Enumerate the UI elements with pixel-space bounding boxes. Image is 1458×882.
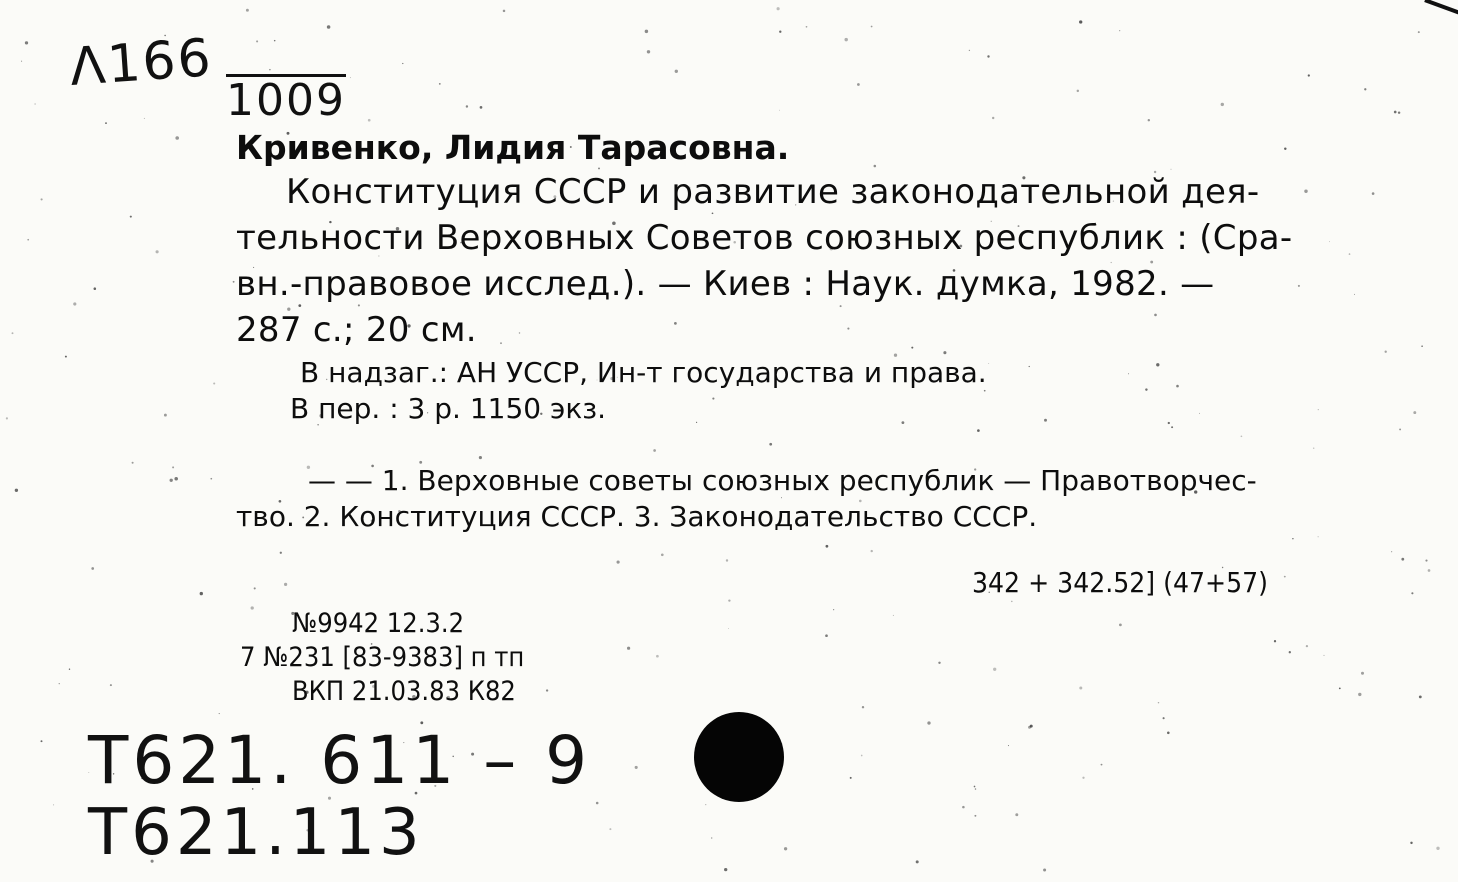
paper-speck (130, 216, 132, 218)
paper-speck (696, 422, 697, 423)
paper-speck (1101, 764, 1103, 766)
paper-speck (94, 287, 97, 290)
paper-speck (1030, 725, 1033, 728)
paper-speck (1354, 294, 1355, 295)
paper-speck (519, 332, 520, 333)
paper-speck (711, 837, 712, 838)
paper-speck (280, 552, 282, 554)
paper-speck (993, 668, 996, 671)
paper-speck (1421, 345, 1423, 347)
title-line-3: вн.-правовое исслед.). — Киев : Наук. думка, 1982. — (236, 264, 1215, 304)
paper-speck (1119, 30, 1120, 31)
paper-speck (1163, 717, 1165, 719)
paper-speck (847, 328, 849, 330)
paper-speck (927, 721, 930, 724)
paper-speck (825, 634, 828, 637)
paper-speck (724, 868, 727, 871)
paper-speck (466, 105, 468, 107)
paper-speck (284, 583, 287, 586)
paper-speck (69, 669, 70, 670)
paper-speck (1171, 426, 1173, 428)
paper-speck (500, 342, 502, 344)
paper-speck (503, 10, 506, 13)
paper-speck (172, 466, 174, 468)
paper-speck (110, 684, 112, 686)
paper-speck (1154, 314, 1157, 317)
paper-speck (1329, 241, 1330, 242)
paper-speck (1349, 253, 1351, 255)
paper-speck (175, 136, 179, 140)
paper-speck (806, 26, 808, 28)
paper-speck (368, 119, 371, 122)
paper-speck (546, 689, 548, 691)
paper-speck (712, 398, 714, 400)
paper-speck (358, 304, 360, 306)
paper-speck (617, 561, 620, 564)
paper-speck (174, 477, 178, 481)
paper-speck (916, 860, 919, 863)
meta-line-2: 7 №231 [83-9383] п тп (240, 642, 525, 673)
paper-speck (675, 70, 678, 73)
paper-speck (274, 40, 276, 42)
paper-speck (1313, 447, 1314, 448)
header-note: В надзаг.: АН УССР, Ин-т государства и права. (300, 356, 987, 389)
paper-speck (1292, 538, 1293, 539)
paper-speck (65, 356, 67, 358)
paper-speck (609, 828, 611, 830)
paper-speck (1145, 388, 1147, 390)
paper-speck (871, 26, 873, 28)
paper-speck (844, 38, 847, 41)
paper-speck (219, 713, 220, 714)
paper-speck (402, 63, 403, 64)
paper-speck (779, 31, 781, 33)
paper-speck (1284, 147, 1286, 149)
paper-speck (1364, 88, 1366, 90)
paper-speck (871, 550, 873, 552)
paper-speck (1111, 262, 1112, 263)
paper-speck (21, 61, 22, 62)
paper-speck (598, 167, 600, 169)
title-line-4: 287 с.; 20 см. (236, 310, 477, 350)
paper-speck (156, 250, 159, 253)
handwritten-call-number-2: Т621.113 (88, 796, 424, 870)
paper-speck (269, 69, 271, 71)
paper-speck (105, 122, 107, 124)
paper-speck (12, 332, 14, 334)
paper-speck (712, 212, 714, 214)
paper-speck (479, 456, 482, 459)
paper-speck (1398, 111, 1400, 113)
punched-hole (694, 712, 784, 802)
paper-speck (779, 110, 780, 111)
paper-speck (1148, 119, 1150, 121)
paper-speck (974, 815, 976, 817)
paper-speck (256, 40, 258, 42)
paper-speck (1410, 842, 1412, 844)
meta-line-1: №9942 12.3.2 (292, 608, 465, 639)
paper-speck (988, 363, 989, 364)
paper-speck (1044, 419, 1047, 422)
paper-speck (1221, 103, 1224, 106)
paper-speck (1411, 592, 1413, 594)
paper-speck (15, 489, 18, 492)
paper-speck (1289, 651, 1291, 653)
handwritten-shelf-code: Λ166 (67, 28, 215, 98)
paper-speck (1274, 640, 1276, 642)
paper-speck (1043, 869, 1046, 872)
paper-speck (1156, 363, 1159, 366)
paper-speck (41, 740, 43, 742)
paper-speck (728, 599, 730, 601)
paper-speck (210, 478, 212, 480)
paper-speck (1425, 560, 1427, 562)
paper-speck (6, 417, 8, 419)
paper-speck (1176, 385, 1179, 388)
paper-speck (992, 117, 994, 119)
paper-speck (1015, 813, 1018, 816)
paper-speck (857, 83, 860, 86)
paper-speck (645, 30, 648, 33)
paper-speck (984, 390, 986, 392)
paper-speck (1308, 74, 1310, 76)
paper-speck (132, 462, 134, 464)
paper-speck (726, 559, 728, 561)
subject-line-2: тво. 2. Конституция СССР. 3. Законодательство СССР. (236, 500, 1038, 533)
title-line-2: тельности Верховных Советов союзных республик : (Сра- (236, 218, 1293, 258)
paper-speck (728, 628, 729, 629)
paper-speck (1372, 192, 1375, 195)
paper-speck (987, 55, 989, 57)
paper-speck (439, 83, 441, 85)
paper-speck (862, 706, 864, 708)
paper-speck (1029, 366, 1030, 367)
paper-speck (91, 567, 94, 570)
handwritten-fraction-number: 1009 (226, 75, 346, 126)
paper-speck (1011, 601, 1013, 603)
paper-speck (1324, 655, 1325, 656)
paper-speck (1167, 732, 1170, 735)
paper-speck (938, 662, 940, 664)
classification-index: 342 + 342.52] (47+57) (972, 566, 1268, 599)
price-line: В пер. : 3 р. 1150 экз. (290, 392, 607, 425)
paper-speck (769, 443, 772, 446)
paper-speck (893, 615, 894, 616)
paper-speck (1284, 576, 1286, 578)
paper-speck (73, 302, 76, 305)
paper-speck (781, 497, 782, 498)
paper-speck (1413, 411, 1416, 414)
paper-speck (653, 449, 656, 452)
paper-speck (1385, 351, 1387, 353)
paper-speck (480, 106, 483, 109)
meta-line-3: ВКП 21.03.83 К82 (292, 676, 516, 707)
paper-speck (298, 304, 301, 307)
paper-speck (1394, 111, 1397, 114)
paper-speck (1306, 645, 1308, 647)
paper-speck (1339, 688, 1341, 690)
paper-speck (911, 347, 913, 349)
paper-speck (170, 479, 173, 482)
paper-speck (661, 553, 664, 556)
paper-speck (861, 755, 863, 757)
paper-speck (943, 351, 946, 354)
paper-speck (1008, 745, 1009, 746)
paper-speck (647, 50, 650, 53)
paper-speck (777, 7, 780, 10)
paper-speck (327, 25, 331, 29)
paper-speck (1401, 558, 1404, 561)
paper-speck (1358, 693, 1361, 696)
paper-speck (59, 683, 60, 684)
paper-speck (41, 198, 43, 200)
paper-speck (251, 606, 254, 609)
paper-speck (25, 41, 28, 44)
paper-speck (901, 421, 904, 424)
paper-speck (1079, 20, 1082, 23)
paper-speck (1361, 672, 1364, 675)
paper-speck (1318, 409, 1319, 410)
paper-speck (974, 786, 976, 788)
paper-speck (254, 587, 256, 589)
paper-speck (833, 609, 834, 610)
handwritten-call-number-1: Т621. 611 – 9 (88, 722, 592, 799)
paper-speck (213, 382, 215, 384)
paper-speck (53, 804, 54, 805)
paper-speck (1428, 569, 1431, 572)
paper-speck (1399, 428, 1401, 430)
paper-speck (350, 77, 351, 78)
paper-speck (1436, 847, 1439, 850)
paper-speck (962, 806, 965, 809)
author-heading: Кривенко, Лидия Тарасовна. (236, 128, 790, 167)
paper-speck (1082, 777, 1084, 779)
paper-speck (1128, 373, 1129, 374)
paper-speck (1391, 551, 1392, 552)
paper-speck (705, 804, 706, 805)
paper-speck (627, 647, 630, 650)
paper-speck (1119, 624, 1122, 627)
paper-speck (1318, 536, 1319, 537)
subject-line-1: — — 1. Верховные советы союзных республик — Правотворчес- (308, 464, 1257, 497)
paper-speck (596, 802, 599, 805)
paper-speck (674, 322, 677, 325)
paper-speck (1079, 687, 1082, 690)
paper-speck (635, 766, 638, 769)
paper-speck (1241, 435, 1243, 437)
paper-speck (826, 545, 829, 548)
paper-speck (27, 239, 29, 241)
paper-speck (34, 103, 35, 104)
paper-speck (1077, 90, 1079, 92)
paper-speck (1298, 285, 1300, 287)
title-line-1: Конституция СССР и развитие законодательной дея- (286, 172, 1260, 212)
paper-speck (975, 788, 977, 790)
paper-speck (1419, 695, 1422, 698)
paper-speck (850, 777, 852, 779)
paper-speck (840, 305, 842, 307)
paper-speck (656, 655, 659, 658)
paper-speck (874, 165, 877, 168)
paper-speck (1158, 702, 1159, 703)
paper-speck (1199, 413, 1200, 414)
paper-speck (784, 847, 787, 850)
paper-speck (1304, 190, 1307, 193)
paper-speck (1150, 261, 1153, 264)
paper-speck (969, 50, 970, 51)
paper-speck (246, 9, 249, 12)
paper-speck (233, 281, 235, 283)
paper-speck (1171, 169, 1172, 170)
paper-speck (200, 592, 203, 595)
paper-speck (144, 118, 145, 119)
paper-speck (1168, 422, 1170, 424)
paper-speck (977, 429, 980, 432)
paper-speck (164, 414, 167, 417)
paper-speck (1418, 31, 1420, 33)
